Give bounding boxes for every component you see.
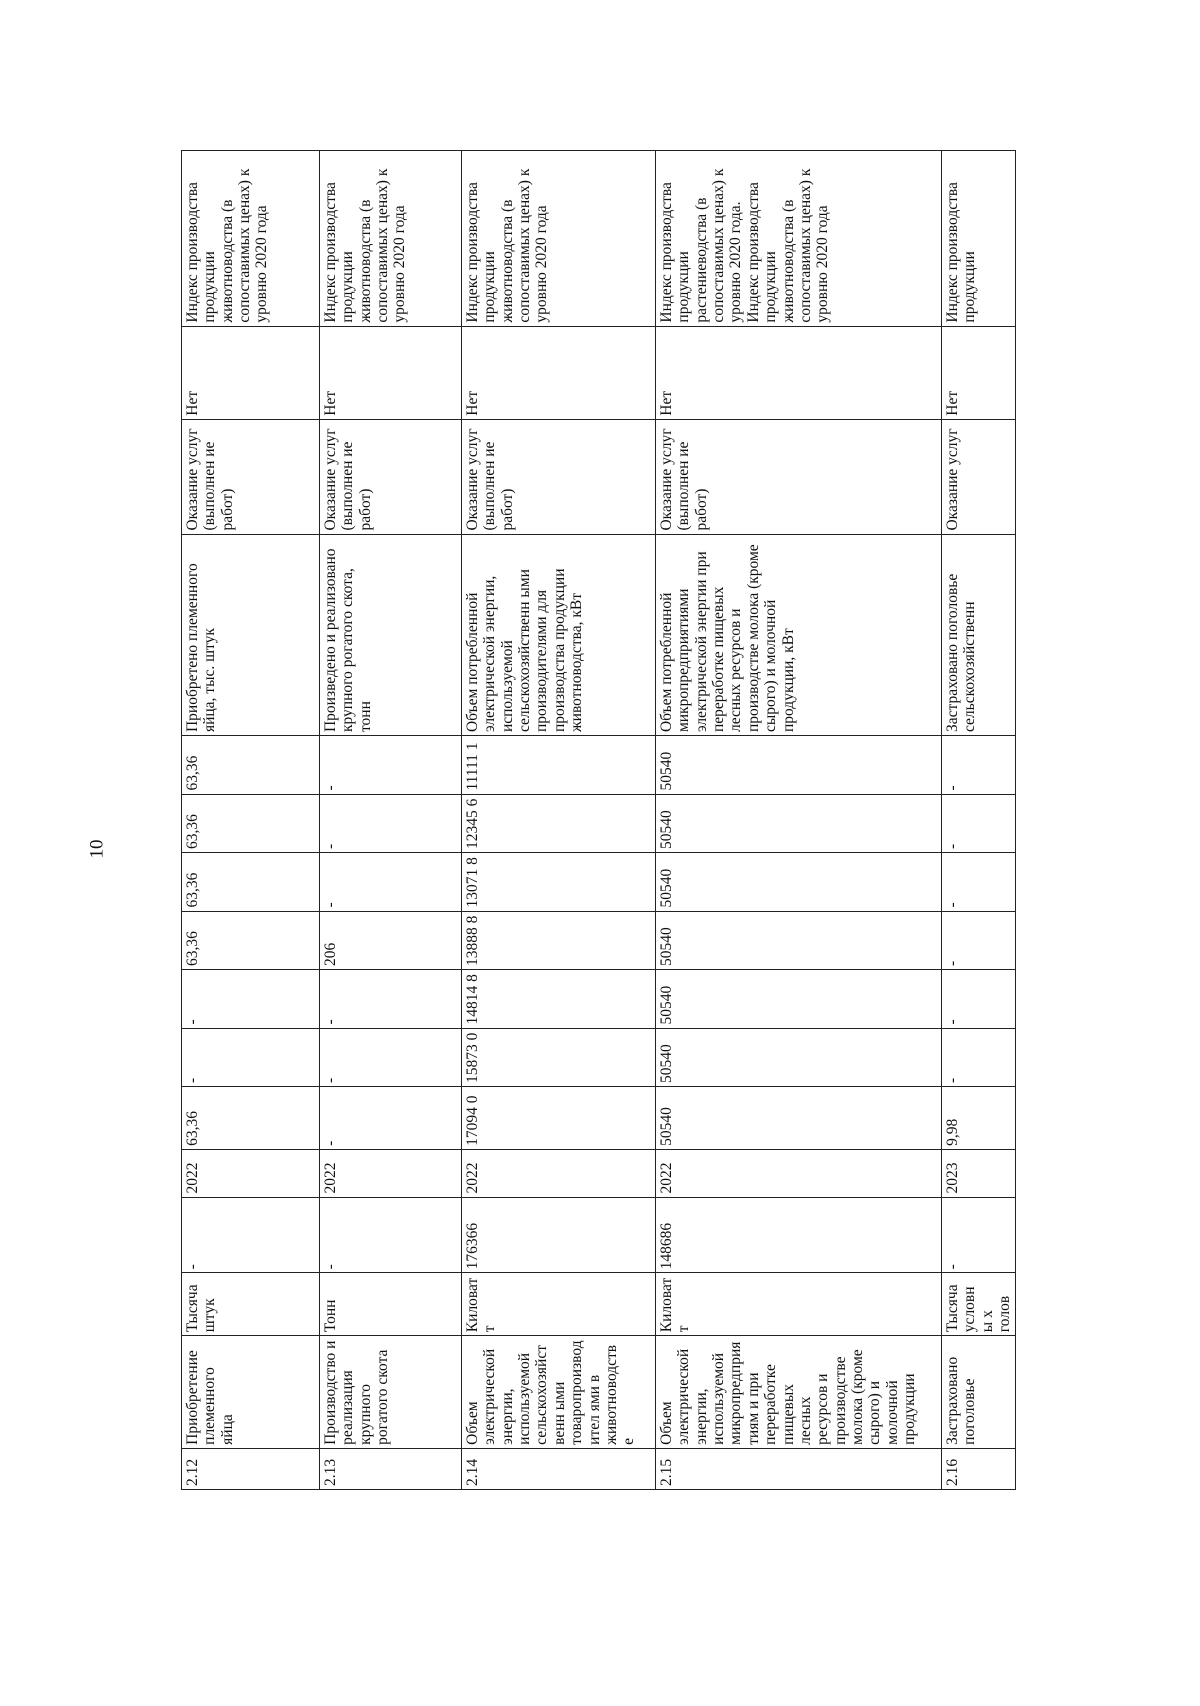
row-year: 2023	[942, 1149, 1016, 1197]
row-value-2: 50540	[656, 1028, 942, 1087]
rotated-table-wrapper	[181, 150, 1014, 1490]
row-value-4: 13888 8	[462, 911, 656, 970]
row-flag: Нет	[320, 326, 462, 419]
row-name: Производство и реализация крупного рогатого скота	[320, 1336, 462, 1449]
row-value-4: 63,36	[182, 911, 320, 970]
row-name: Приобретение племенного яйца	[182, 1336, 320, 1449]
page-number: 10	[86, 839, 108, 859]
row-name: Застраховано поголовье	[942, 1336, 1016, 1449]
row-value-2: -	[182, 1028, 320, 1087]
row-base-value: 176366	[462, 1197, 656, 1273]
row-value-1: 63,36	[182, 1087, 320, 1150]
row-type: Оказание услуг (выполнен ие работ)	[462, 419, 656, 534]
row-value-6: 50540	[656, 794, 942, 853]
row-result: Приобретено племенного яйца, тыс. штук	[182, 534, 320, 736]
row-unit: Киловат т	[462, 1273, 656, 1336]
row-value-1: 17094 0	[462, 1087, 656, 1150]
rotated-table-frame	[181, 150, 1014, 1490]
row-value-7: -	[320, 736, 462, 795]
table-row	[462, 151, 656, 1490]
row-number: 2.12	[182, 1448, 320, 1489]
row-value-5: 50540	[656, 853, 942, 912]
row-value-3: 50540	[656, 970, 942, 1029]
row-result: Объем потребленной электрической энергии, используемой сельскохозяйственн ыми производителями для производства продукции животноводства, кВт	[462, 534, 656, 736]
row-name: Объем электрической энергии, используемой сельскохозяйственн ыми товаропроизводител ями в животноводстве	[462, 1336, 656, 1449]
row-year: 2022	[462, 1149, 656, 1197]
row-result: Объем потребленной микропредприятиями электрической энергии при переработке пищевых лесных ресурсов и производстве молока (кроме сырого) и молочной продукции, кВт	[656, 534, 942, 736]
row-flag: Нет	[182, 326, 320, 419]
row-unit: Тысяча штук	[182, 1273, 320, 1336]
row-indicator: Индекс производства продукции растениеводства (в сопоставимых ценах) к уровню 2020 года. Индекс производства продукции животноводства (в сопоставимых ценах) к уровню 2020 года	[656, 151, 942, 327]
row-indicator: Индекс производства продукции животноводства (в сопоставимых ценах) к уровню 2020 года	[320, 151, 462, 327]
row-value-5: -	[320, 853, 462, 912]
table-row	[656, 151, 942, 1490]
row-value-5: 63,36	[182, 853, 320, 912]
row-value-7: 50540	[656, 736, 942, 795]
row-value-7: 63,36	[182, 736, 320, 795]
row-value-2: -	[942, 1028, 1016, 1087]
row-value-6: 63,36	[182, 794, 320, 853]
row-base-value: -	[182, 1197, 320, 1273]
row-type: Оказание услуг	[942, 419, 1016, 534]
row-result: Произведено и реализовано крупного рогатого скота, тонн	[320, 534, 462, 736]
row-base-value: -	[942, 1197, 1016, 1273]
row-name: Объем электрической энергии, используемой микропредприятиям и при переработке пищевых лесных ресурсов и производстве молока (кроме сырого) и молочной продукции	[656, 1336, 942, 1449]
row-unit: Киловат т	[656, 1273, 942, 1336]
row-value-3: -	[182, 970, 320, 1029]
row-flag: Нет	[942, 326, 1016, 419]
row-unit: Тонн	[320, 1273, 462, 1336]
row-value-3: 14814 8	[462, 970, 656, 1029]
row-type: Оказание услуг (выполнен ие работ)	[320, 419, 462, 534]
table-row	[182, 151, 320, 1490]
row-year: 2022	[320, 1149, 462, 1197]
row-value-6: -	[320, 794, 462, 853]
row-value-3: -	[942, 970, 1016, 1029]
row-value-6: 12345 6	[462, 794, 656, 853]
row-value-5: 13071 8	[462, 853, 656, 912]
row-number: 2.13	[320, 1448, 462, 1489]
row-value-7: -	[942, 736, 1016, 795]
row-year: 2022	[182, 1149, 320, 1197]
table-row	[942, 151, 1016, 1490]
row-number: 2.15	[656, 1448, 942, 1489]
row-value-1: 9,98	[942, 1087, 1016, 1150]
row-value-6: -	[942, 794, 1016, 853]
row-base-value: 148686	[656, 1197, 942, 1273]
row-unit: Тысяча условны х голов	[942, 1273, 1016, 1336]
row-value-2: -	[320, 1028, 462, 1087]
row-base-value: -	[320, 1197, 462, 1273]
row-value-2: 15873 0	[462, 1028, 656, 1087]
table-row	[320, 151, 462, 1490]
row-value-5: -	[942, 853, 1016, 912]
row-value-7: 11111 1	[462, 736, 656, 795]
row-indicator: Индекс производства продукции животноводства (в сопоставимых ценах) к уровню 2020 года	[462, 151, 656, 327]
row-result: Застраховано поголовье сельскохозяйственн	[942, 534, 1016, 736]
row-type: Оказание услуг (выполнен ие работ)	[656, 419, 942, 534]
row-value-4: 206	[320, 911, 462, 970]
row-number: 2.14	[462, 1448, 656, 1489]
row-indicator: Индекс производства продукции животноводства (в сопоставимых ценах) к уровню 2020 года	[182, 151, 320, 327]
row-flag: Нет	[656, 326, 942, 419]
row-value-3: -	[320, 970, 462, 1029]
indicators-table	[181, 150, 1016, 1490]
row-value-4: 50540	[656, 911, 942, 970]
row-type: Оказание услуг (выполнен ие работ)	[182, 419, 320, 534]
row-value-1: 50540	[656, 1087, 942, 1150]
row-value-4: -	[942, 911, 1016, 970]
row-number: 2.16	[942, 1448, 1016, 1489]
row-value-1: -	[320, 1087, 462, 1150]
row-flag: Нет	[462, 326, 656, 419]
row-year: 2022	[656, 1149, 942, 1197]
row-indicator: Индекс производства продукции	[942, 151, 1016, 327]
